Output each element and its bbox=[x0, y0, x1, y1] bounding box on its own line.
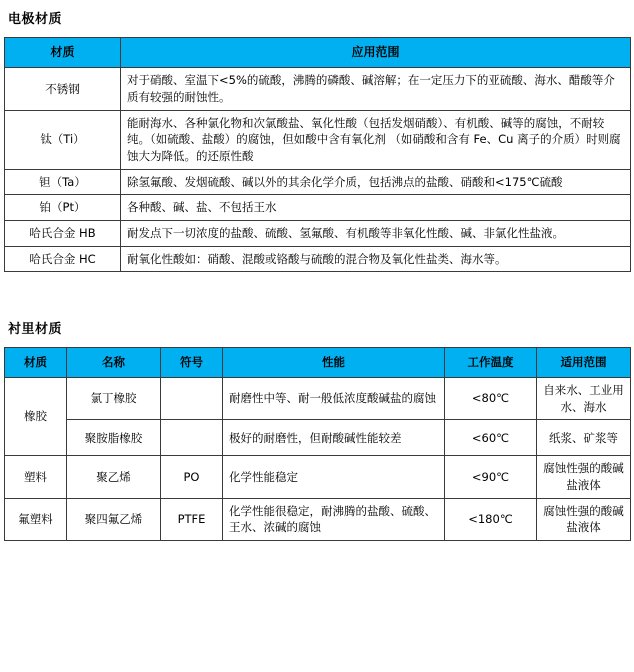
cell-name: 聚胺脂橡胶 bbox=[67, 420, 161, 456]
table-row bbox=[5, 420, 631, 456]
lining-material-table bbox=[4, 347, 631, 541]
table-row bbox=[5, 68, 631, 110]
cell-material: 哈氏合金 HB bbox=[5, 221, 121, 247]
column-header-scope: 应用范围 bbox=[121, 38, 631, 68]
table-header-row bbox=[5, 348, 631, 378]
cell-name: 聚乙烯 bbox=[67, 456, 161, 498]
cell-scope: 对于硝酸、室温下<5%的硫酸，沸腾的磷酸、碱溶解；在一定压力下的亚硫酸、海水、醋酸等介质有较强的耐蚀性。 bbox=[121, 68, 631, 110]
table-row bbox=[5, 195, 631, 221]
cell-temperature: <90℃ bbox=[445, 456, 537, 498]
cell-material: 铂（Pt） bbox=[5, 195, 121, 221]
cell-scope: 纸浆、矿浆等 bbox=[537, 420, 631, 456]
cell-name: 氯丁橡胶 bbox=[67, 378, 161, 420]
column-header-symbol: 符号 bbox=[161, 348, 223, 378]
cell-material: 钽（Ta） bbox=[5, 169, 121, 195]
cell-scope: 除氢氟酸、发烟硫酸、碱以外的其余化学介质，包括沸点的盐酸、硝酸和<175℃硫酸 bbox=[121, 169, 631, 195]
cell-scope: 能耐海水、各种氯化物和次氯酸盐、氧化性酸（包括发烟硝酸）、有机酸、碱等的腐蚀，不耐较纯。（如硫酸、盐酸）的腐蚀，但如酸中含有氧化剂 （如硝酸和含有 Fe、Cu 离子的介质）时则腐蚀大为降低。的还原性酸 bbox=[121, 110, 631, 169]
cell-property: 化学性能稳定 bbox=[223, 456, 445, 498]
cell-scope: 腐蚀性强的酸碱盐液体 bbox=[537, 456, 631, 498]
cell-symbol bbox=[161, 420, 223, 456]
table-row bbox=[5, 456, 631, 498]
cell-scope: 各种酸、碱、盐、不包括王水 bbox=[121, 195, 631, 221]
cell-scope: 自来水、工业用水、海水 bbox=[537, 378, 631, 420]
cell-material: 氟塑料 bbox=[5, 498, 67, 540]
cell-symbol bbox=[161, 378, 223, 420]
document-page bbox=[0, 8, 634, 541]
cell-temperature: <60℃ bbox=[445, 420, 537, 456]
cell-material: 塑料 bbox=[5, 456, 67, 498]
column-header-material: 材质 bbox=[5, 38, 121, 68]
table-row bbox=[5, 169, 631, 195]
table-row bbox=[5, 378, 631, 420]
table-row bbox=[5, 221, 631, 247]
section-title-electrode: 电极材质 bbox=[8, 12, 63, 27]
column-header-material: 材质 bbox=[5, 348, 67, 378]
electrode-material-table bbox=[4, 37, 631, 272]
cell-temperature: <180℃ bbox=[445, 498, 537, 540]
table-row bbox=[5, 246, 631, 272]
cell-material: 钛（Ti） bbox=[5, 110, 121, 169]
cell-material: 不锈钢 bbox=[5, 68, 121, 110]
cell-scope: 腐蚀性强的酸碱盐液体 bbox=[537, 498, 631, 540]
cell-temperature: <80℃ bbox=[445, 378, 537, 420]
section-title-lining: 衬里材质 bbox=[8, 322, 63, 338]
cell-property: 极好的耐磨性，但耐酸碱性能较差 bbox=[223, 420, 445, 456]
cell-symbol: PTFE bbox=[161, 498, 223, 540]
column-header-scope: 适用范围 bbox=[537, 348, 631, 378]
cell-name: 聚四氟乙烯 bbox=[67, 498, 161, 540]
table-row bbox=[5, 110, 631, 169]
cell-scope: 耐发点下一切浓度的盐酸、硫酸、氢氟酸、有机酸等非氧化性酸、碱、非氯化性盐液。 bbox=[121, 221, 631, 247]
cell-material: 哈氏合金 HC bbox=[5, 246, 121, 272]
table-header-row bbox=[5, 38, 631, 68]
column-header-temperature: 工作温度 bbox=[445, 348, 537, 378]
column-header-property: 性能 bbox=[223, 348, 445, 378]
cell-property: 耐磨性中等、耐一般低浓度酸碱盐的腐蚀 bbox=[223, 378, 445, 420]
cell-material: 橡胶 bbox=[5, 378, 67, 456]
table-row bbox=[5, 498, 631, 540]
section-spacer bbox=[4, 272, 630, 310]
cell-symbol: PO bbox=[161, 456, 223, 498]
cell-scope: 耐氧化性酸如：硝酸、混酸或铬酸与硫酸的混合物及氧化性盐类、海水等。 bbox=[121, 246, 631, 272]
column-header-name: 名称 bbox=[67, 348, 161, 378]
cell-property: 化学性能很稳定，耐沸腾的盐酸、硫酸、王水、浓碱的腐蚀 bbox=[223, 498, 445, 540]
